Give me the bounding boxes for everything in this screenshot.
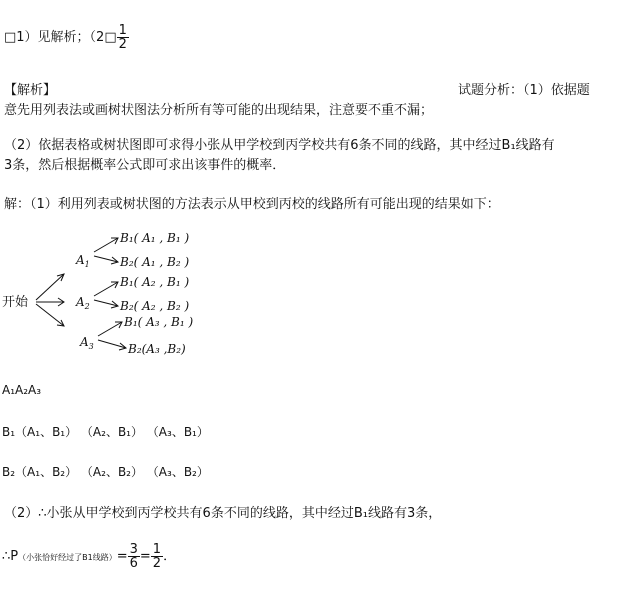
prob-fraction-2: [151, 543, 163, 570]
analysis-part2-line1: （2）依据表格或树状图即可求得小张从甲学校到丙学校共有6条不同的线路，其中经过B₁线路有: [4, 138, 555, 153]
analysis-intro-right: 试题分析：（1）依据题: [458, 83, 590, 98]
prob-frac1-den: 6: [129, 556, 138, 571]
prob-frac1-num: 3: [129, 542, 138, 557]
prob-fraction-1: [128, 543, 140, 570]
tree-leaf-a1-b2: B₂( A₁ , B₂ ): [120, 255, 190, 269]
analysis-intro-line2: 意先用列表法或画树状图法分析所有等可能的出现结果，注意要不重不漏；: [4, 103, 434, 118]
probability-formula: [2, 543, 176, 570]
answer-prefix: □1）见解析；（2□: [4, 30, 117, 45]
prob-frac2-den: 2: [152, 556, 162, 571]
tree-leaf-a2-b2: B₂( A₂ , B₂ ): [120, 299, 190, 313]
tree-node-a1: $A_1$: [76, 253, 90, 269]
tree-node-a2: $A_2$: [76, 295, 90, 311]
answer-frac-den: 2: [118, 37, 127, 52]
tree-leaf-a3-b1: B₁( A₃ , B₁ ): [124, 315, 194, 329]
table-row-1: B₁（A₁、B₁） （A₂、B₁） （A₃、B₁）: [2, 425, 209, 439]
prob-end: ．: [163, 549, 177, 564]
tree-leaf-a2-b1: B₁( A₂ , B₁ ): [120, 275, 190, 289]
solution-line: 解：（1）利用列表或树状图的方法表示从甲校到丙校的线路所有可能出现的结果如下：: [4, 197, 500, 212]
tree-root: 开始: [2, 295, 29, 310]
analysis-part2-line2: 3条，然后根据概率公式即可求出该事件的概率．: [4, 158, 286, 173]
tree-leaf-a3-b2: B₂(A₃ ,B₂): [128, 342, 186, 356]
part2-text: （2）∴小张从甲学校到丙学校共有6条不同的线路，其中经过B₁线路有3条，: [4, 506, 442, 521]
tree-leaf-a1-b1: B₁( A₁ , B₁ ): [120, 231, 190, 245]
answer-frac-num: 1: [118, 23, 127, 38]
answer-line: [4, 24, 129, 51]
prob-prefix: ∴P: [2, 549, 19, 564]
prob-eq: =: [116, 549, 128, 564]
analysis-heading: 【解析】: [4, 83, 57, 98]
table-row-2: B₂（A₁、B₂） （A₂、B₂） （A₃、B₂）: [2, 465, 209, 479]
tree-diagram: [0, 220, 240, 365]
answer-fraction: [117, 24, 129, 51]
prob-frac2-num: 1: [152, 542, 162, 557]
prob-eq2: =: [139, 549, 151, 564]
tree-root-arrows: [36, 274, 64, 326]
tree-node-a3: $A_3$: [80, 335, 94, 351]
table-header: A₁A₂A₃: [2, 383, 42, 397]
prob-event: （小张恰好经过了B1线路）: [18, 553, 117, 562]
